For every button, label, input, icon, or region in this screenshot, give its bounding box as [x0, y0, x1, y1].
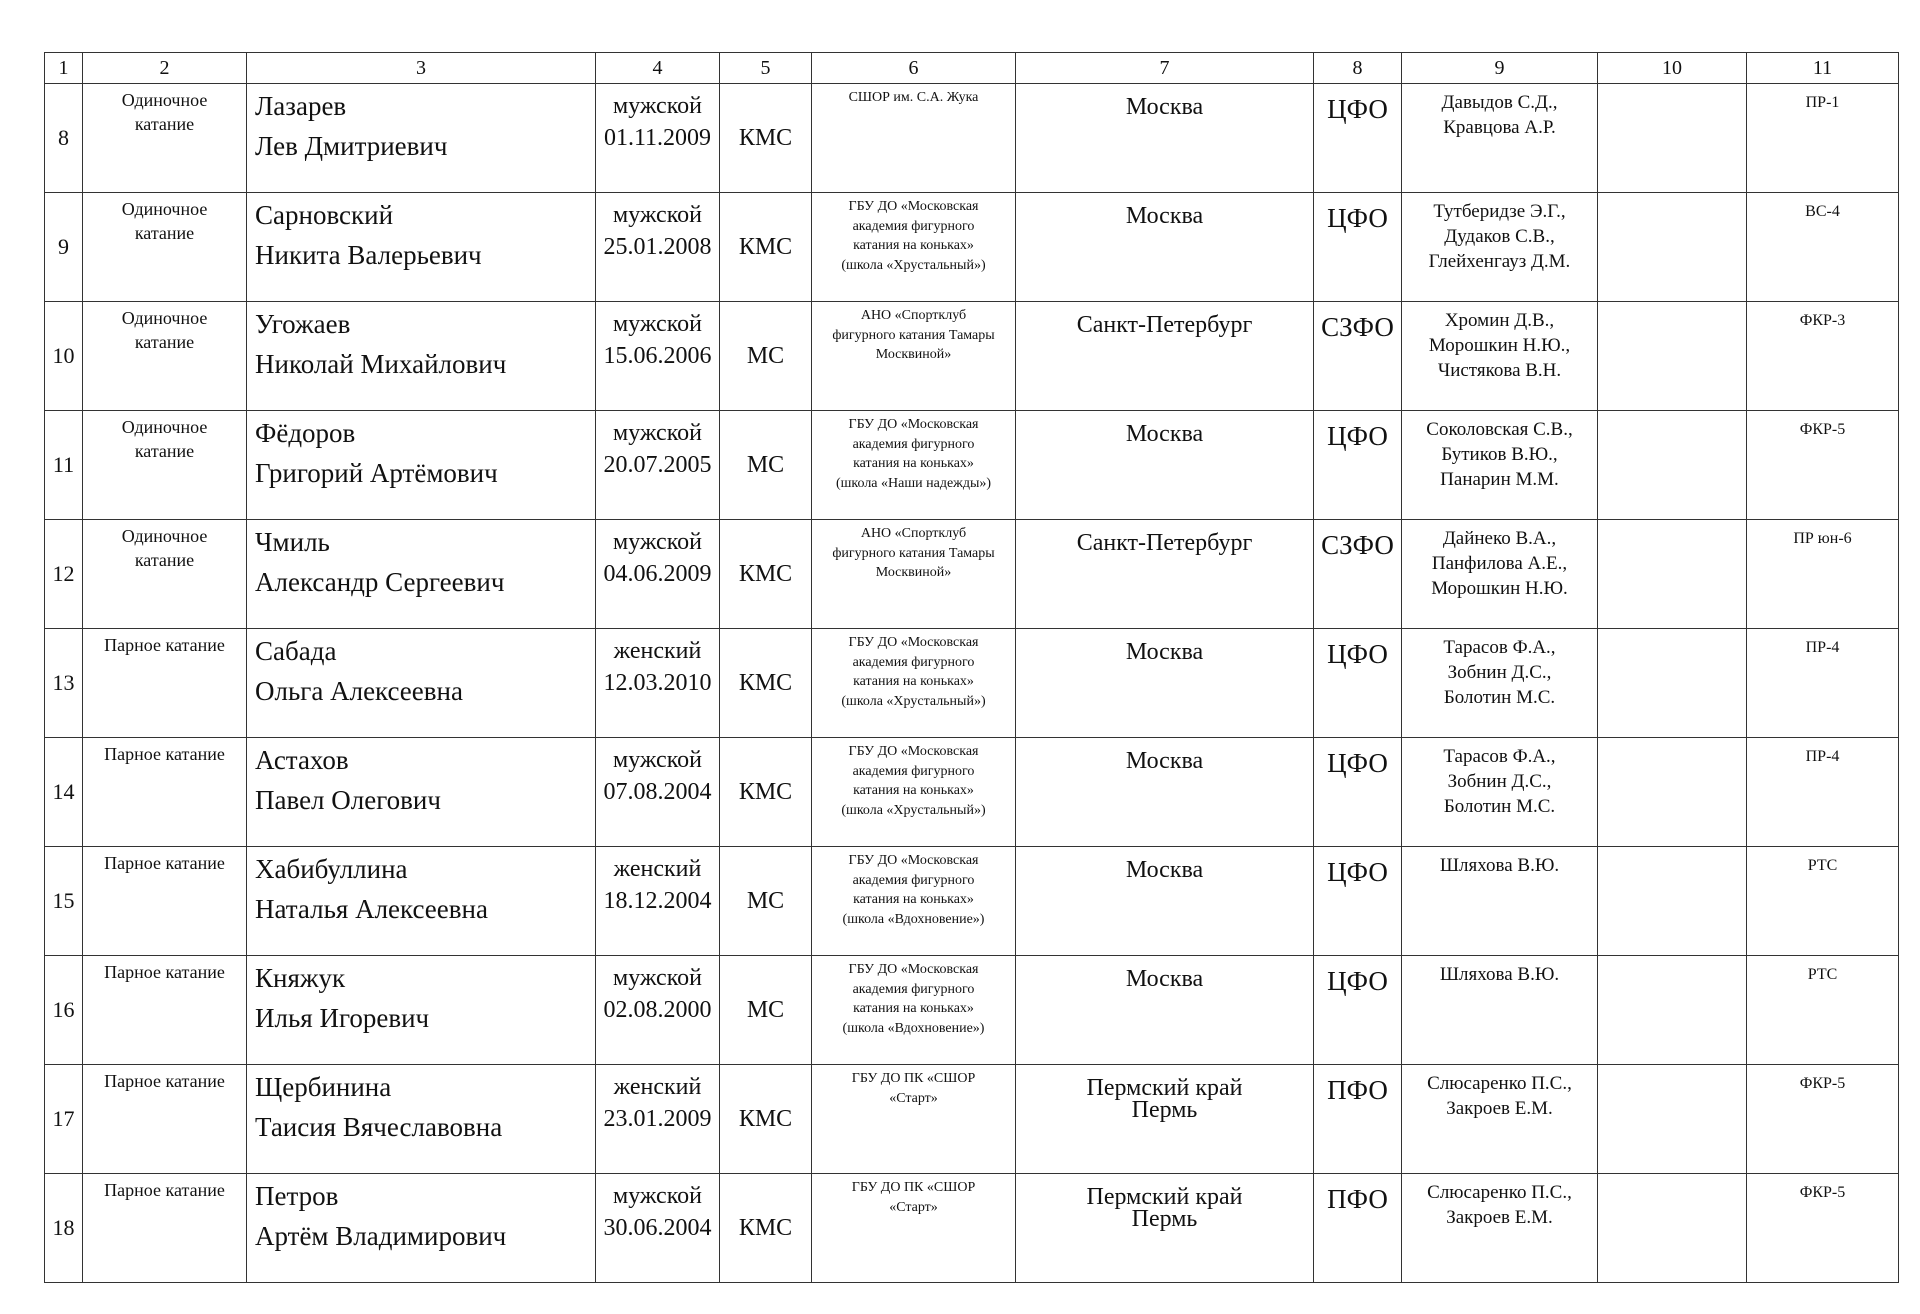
discipline-cell: [83, 1065, 247, 1174]
organization-line: академия фигурного: [852, 654, 975, 670]
discipline-cell: [83, 629, 247, 738]
athlete-sex: мужской: [613, 420, 702, 446]
coaches-cell: [1402, 847, 1598, 956]
athlete-surname: Фёдоров: [255, 418, 356, 448]
organization-cell: [812, 738, 1016, 847]
region-line: Москва: [1125, 94, 1204, 120]
discipline-cell: [83, 84, 247, 193]
sex-dob-cell: [596, 520, 720, 629]
athlete-sex: женский: [613, 1074, 702, 1100]
sex-dob-cell: [596, 302, 720, 411]
sex-dob-cell: [596, 1065, 720, 1174]
sport-rank: МС: [720, 847, 812, 956]
region-line: Санкт-Петербург: [1076, 530, 1253, 556]
region-line: Москва: [1125, 421, 1204, 447]
discipline-line: Парное катание: [104, 962, 225, 982]
athlete-name-cell: [247, 1174, 596, 1283]
discipline-line: Одиночное: [121, 90, 208, 110]
discipline-line: катание: [134, 550, 195, 570]
athlete-given-names: Таисия Вячеславовна: [255, 1112, 503, 1142]
header-col-8: 8: [1314, 53, 1402, 84]
organization-cell: [812, 411, 1016, 520]
organization-line: катания на коньках»: [853, 674, 974, 689]
region-cell: [1016, 193, 1314, 302]
sport-rank: КМС: [720, 1174, 812, 1283]
athlete-sex: женский: [613, 856, 702, 882]
coach-name: Кравцова А.Р.: [1443, 117, 1556, 138]
athlete-given-names: Павел Олегович: [255, 785, 441, 815]
coach-name: Слюсаренко П.С.,: [1427, 1073, 1572, 1094]
athlete-name-cell: [247, 520, 596, 629]
sport-rank: КМС: [720, 520, 812, 629]
region-line: Москва: [1125, 639, 1204, 665]
sport-rank: КМС: [720, 193, 812, 302]
table-row: [45, 1065, 1899, 1174]
organization-line: СШОР им. С.А. Жука: [848, 90, 979, 105]
coaches-cell: [1402, 738, 1598, 847]
region-cell: [1016, 956, 1314, 1065]
header-col-6: 6: [812, 53, 1016, 84]
coaches-cell: [1402, 302, 1598, 411]
coaches-cell: [1402, 520, 1598, 629]
region-line: Москва: [1125, 966, 1204, 992]
category-cell: ФКР-3: [1747, 302, 1899, 411]
row-number: 17: [45, 1065, 83, 1174]
discipline-cell: [83, 520, 247, 629]
region-line: Пермский край: [1086, 1075, 1243, 1101]
category-cell: ПР юн-6: [1747, 520, 1899, 629]
row-number: 10: [45, 302, 83, 411]
coaches-cell: [1402, 956, 1598, 1065]
organization-line: (школа «Хрустальный»): [841, 257, 986, 273]
organization-line: ГБУ ДО «Московская: [848, 853, 979, 868]
discipline-cell: [83, 847, 247, 956]
sex-dob-cell: [596, 84, 720, 193]
organization-line: ГБУ ДО «Московская: [848, 417, 979, 432]
athlete-birth-date: 18.12.2004: [603, 888, 712, 914]
table-row: [45, 629, 1899, 738]
sport-rank: МС: [720, 411, 812, 520]
table-row: [45, 956, 1899, 1065]
athlete-birth-date: 04.06.2009: [603, 561, 712, 587]
discipline-line: Одиночное: [121, 417, 208, 437]
athlete-given-names: Лев Дмитриевич: [255, 131, 448, 161]
sport-rank: КМС: [720, 1065, 812, 1174]
sex-dob-cell: [596, 411, 720, 520]
athlete-surname: Астахов: [255, 745, 349, 775]
discipline-line: Одиночное: [121, 199, 208, 219]
athlete-surname: Сабада: [255, 636, 337, 666]
header-col-9: 9: [1402, 53, 1598, 84]
sex-dob-cell: [596, 629, 720, 738]
organization-cell: [812, 1174, 1016, 1283]
athlete-birth-date: 30.06.2004: [603, 1215, 712, 1241]
athlete-surname: Щербинина: [255, 1072, 392, 1102]
sex-dob-cell: [596, 847, 720, 956]
discipline-cell: [83, 193, 247, 302]
organization-line: академия фигурного: [852, 218, 975, 234]
region-line: Москва: [1125, 203, 1204, 229]
athlete-sex: мужской: [613, 93, 702, 119]
sport-rank: КМС: [720, 84, 812, 193]
category-cell: ФКР-5: [1747, 1065, 1899, 1174]
discipline-line: катание: [134, 441, 195, 461]
federal-district: ПФО: [1314, 1174, 1402, 1283]
coaches-cell: [1402, 84, 1598, 193]
discipline-line: Парное катание: [104, 1180, 225, 1200]
organization-cell: [812, 629, 1016, 738]
region-line: Пермь: [1131, 1097, 1198, 1123]
header-col-7: 7: [1016, 53, 1314, 84]
header-col-11: 11: [1747, 53, 1899, 84]
coach-name: Закроев Е.М.: [1446, 1207, 1553, 1228]
athletes-table: [44, 52, 1899, 1283]
athlete-surname: Угожаев: [255, 309, 351, 339]
region-cell: [1016, 629, 1314, 738]
organization-cell: [812, 847, 1016, 956]
coach-name: Панарин М.М.: [1440, 469, 1559, 490]
table-row: [45, 520, 1899, 629]
coach-name: Болотин М.С.: [1443, 796, 1556, 817]
athlete-name-cell: [247, 411, 596, 520]
athlete-given-names: Григорий Артёмович: [255, 458, 498, 488]
coach-name: Панфилова А.Е.,: [1431, 553, 1568, 574]
organization-cell: [812, 193, 1016, 302]
discipline-line: Одиночное: [121, 308, 208, 328]
column-10-cell: [1598, 738, 1747, 847]
athlete-birth-date: 01.11.2009: [603, 125, 712, 151]
athlete-surname: Хабибуллина: [255, 854, 408, 884]
athlete-name-cell: [247, 84, 596, 193]
column-10-cell: [1598, 411, 1747, 520]
organization-cell: [812, 520, 1016, 629]
coaches-cell: [1402, 411, 1598, 520]
category-cell: РТС: [1747, 956, 1899, 1065]
athlete-birth-date: 15.06.2006: [603, 343, 712, 369]
coaches-cell: [1402, 629, 1598, 738]
category-cell: ПР-4: [1747, 629, 1899, 738]
row-number: 15: [45, 847, 83, 956]
athlete-name-cell: [247, 738, 596, 847]
athlete-sex: женский: [613, 638, 702, 664]
athlete-sex: мужской: [613, 747, 702, 773]
organization-line: Москвиной»: [875, 565, 952, 580]
organization-cell: [812, 1065, 1016, 1174]
coach-name: Морошкин Н.Ю.,: [1428, 335, 1571, 356]
organization-line: «Старт»: [889, 1199, 938, 1215]
row-number: 11: [45, 411, 83, 520]
coach-name: Бутиков В.Ю.,: [1441, 444, 1558, 465]
region-cell: [1016, 302, 1314, 411]
table-row: [45, 738, 1899, 847]
federal-district: ЦФО: [1314, 956, 1402, 1065]
discipline-cell: [83, 411, 247, 520]
category-cell: ПР-4: [1747, 738, 1899, 847]
athlete-birth-date: 12.03.2010: [603, 670, 712, 696]
region-cell: [1016, 847, 1314, 956]
organization-line: ГБУ ДО «Московская: [848, 199, 979, 214]
discipline-cell: [83, 956, 247, 1065]
athlete-sex: мужской: [613, 311, 702, 337]
athlete-sex: мужской: [613, 965, 702, 991]
athlete-surname: Чмиль: [255, 527, 330, 557]
athlete-birth-date: 20.07.2005: [603, 452, 712, 478]
organization-line: катания на коньках»: [853, 1001, 974, 1016]
discipline-line: Парное катание: [104, 744, 225, 764]
header-col-4: 4: [596, 53, 720, 84]
header-col-5: 5: [720, 53, 812, 84]
organization-line: катания на коньках»: [853, 783, 974, 798]
coach-name: Закроев Е.М.: [1446, 1098, 1553, 1119]
organization-line: ГБУ ДО ПК «СШОР: [851, 1071, 976, 1086]
column-10-cell: [1598, 520, 1747, 629]
organization-line: академия фигурного: [852, 981, 975, 997]
organization-line: ГБУ ДО «Московская: [848, 744, 979, 759]
category-cell: ФКР-5: [1747, 411, 1899, 520]
federal-district: ЦФО: [1314, 629, 1402, 738]
row-number: 16: [45, 956, 83, 1065]
region-line: Пермь: [1131, 1206, 1198, 1232]
discipline-line: катание: [134, 332, 195, 352]
category-cell: ФКР-5: [1747, 1174, 1899, 1283]
coaches-cell: [1402, 1174, 1598, 1283]
organization-line: катания на коньках»: [853, 456, 974, 471]
discipline-line: катание: [134, 114, 195, 134]
coaches-cell: [1402, 193, 1598, 302]
coach-name: Шляхова В.Ю.: [1439, 855, 1560, 876]
athlete-name-cell: [247, 629, 596, 738]
athlete-given-names: Ольга Алексеевна: [255, 676, 463, 706]
athlete-name-cell: [247, 956, 596, 1065]
organization-line: ГБУ ДО «Московская: [848, 635, 979, 650]
coach-name: Хромин Д.В.,: [1444, 310, 1555, 331]
athlete-name-cell: [247, 193, 596, 302]
organization-line: АНО «Спортклуб: [860, 308, 967, 323]
table-row: [45, 193, 1899, 302]
row-number: 8: [45, 84, 83, 193]
organization-line: академия фигурного: [852, 436, 975, 452]
column-10-cell: [1598, 302, 1747, 411]
athlete-name-cell: [247, 847, 596, 956]
coaches-cell: [1402, 1065, 1598, 1174]
organization-cell: [812, 84, 1016, 193]
organization-line: (школа «Хрустальный»): [841, 693, 986, 709]
row-number: 9: [45, 193, 83, 302]
athlete-given-names: Артём Владимирович: [255, 1221, 507, 1251]
organization-line: (школа «Наши надежды»): [835, 475, 992, 491]
athlete-birth-date: 07.08.2004: [603, 779, 712, 805]
athlete-birth-date: 25.01.2008: [603, 234, 712, 260]
sex-dob-cell: [596, 738, 720, 847]
organization-line: «Старт»: [889, 1090, 938, 1106]
athlete-sex: мужской: [613, 202, 702, 228]
region-cell: [1016, 1174, 1314, 1283]
region-line: Пермский край: [1086, 1184, 1243, 1210]
coach-name: Зобнин Д.С.,: [1447, 771, 1552, 792]
organization-line: Москвиной»: [875, 347, 952, 362]
column-10-cell: [1598, 84, 1747, 193]
coach-name: Соколовская С.В.,: [1426, 419, 1573, 440]
table-row: [45, 84, 1899, 193]
row-number: 13: [45, 629, 83, 738]
region-cell: [1016, 1065, 1314, 1174]
sex-dob-cell: [596, 193, 720, 302]
sport-rank: КМС: [720, 629, 812, 738]
coach-name: Глейхенгауз Д.М.: [1428, 251, 1571, 272]
category-cell: ВС-4: [1747, 193, 1899, 302]
federal-district: ПФО: [1314, 1065, 1402, 1174]
organization-line: ГБУ ДО ПК «СШОР: [851, 1180, 976, 1195]
row-number: 18: [45, 1174, 83, 1283]
column-10-cell: [1598, 956, 1747, 1065]
organization-line: катания на коньках»: [853, 238, 974, 253]
discipline-line: Парное катание: [104, 853, 225, 873]
coach-name: Зобнин Д.С.,: [1447, 662, 1552, 683]
organization-line: фигурного катания Тамары: [832, 327, 995, 343]
discipline-line: катание: [134, 223, 195, 243]
organization-line: (школа «Хрустальный»): [841, 802, 986, 818]
athlete-birth-date: 23.01.2009: [603, 1106, 712, 1132]
discipline-cell: [83, 738, 247, 847]
region-line: Москва: [1125, 748, 1204, 774]
header-col-10: 10: [1598, 53, 1747, 84]
table-row: [45, 302, 1899, 411]
federal-district: ЦФО: [1314, 738, 1402, 847]
table-row: [45, 847, 1899, 956]
athlete-given-names: Наталья Алексеевна: [255, 894, 488, 924]
organization-line: катания на коньках»: [853, 892, 974, 907]
column-10-cell: [1598, 193, 1747, 302]
organization-line: ГБУ ДО «Московская: [848, 962, 979, 977]
sport-rank: МС: [720, 302, 812, 411]
category-cell: ПР-1: [1747, 84, 1899, 193]
coach-name: Дудаков С.В.,: [1444, 226, 1555, 247]
category-cell: РТС: [1747, 847, 1899, 956]
discipline-line: Парное катание: [104, 635, 225, 655]
organization-line: фигурного катания Тамары: [832, 545, 995, 561]
region-cell: [1016, 520, 1314, 629]
header-col-3: 3: [247, 53, 596, 84]
organization-cell: [812, 302, 1016, 411]
coach-name: Слюсаренко П.С.,: [1427, 1182, 1572, 1203]
coach-name: Тарасов Ф.А.,: [1443, 637, 1556, 658]
federal-district: ЦФО: [1314, 411, 1402, 520]
federal-district: ЦФО: [1314, 193, 1402, 302]
athlete-sex: мужской: [613, 529, 702, 555]
discipline-line: Парное катание: [104, 1071, 225, 1091]
coach-name: Дайнеко В.А.,: [1442, 528, 1557, 549]
region-cell: [1016, 84, 1314, 193]
row-number: 14: [45, 738, 83, 847]
sport-rank: МС: [720, 956, 812, 1065]
column-number-header: [45, 53, 1899, 84]
organization-line: академия фигурного: [852, 872, 975, 888]
athlete-given-names: Никита Валерьевич: [255, 240, 482, 270]
athlete-given-names: Илья Игоревич: [255, 1003, 430, 1033]
coach-name: Шляхова В.Ю.: [1439, 964, 1560, 985]
header-col-1: 1: [45, 53, 83, 84]
document-sheet: [44, 52, 1898, 1283]
sex-dob-cell: [596, 956, 720, 1065]
sex-dob-cell: [596, 1174, 720, 1283]
region-line: Санкт-Петербург: [1076, 312, 1253, 338]
discipline-line: Одиночное: [121, 526, 208, 546]
table-row: [45, 1174, 1899, 1283]
athlete-given-names: Александр Сергеевич: [255, 567, 505, 597]
table-row: [45, 411, 1899, 520]
region-cell: [1016, 411, 1314, 520]
coach-name: Болотин М.С.: [1443, 687, 1556, 708]
coach-name: Морошкин Н.Ю.: [1431, 578, 1568, 599]
column-10-cell: [1598, 629, 1747, 738]
column-10-cell: [1598, 1065, 1747, 1174]
federal-district: ЦФО: [1314, 847, 1402, 956]
athlete-surname: Лазарев: [255, 91, 347, 121]
sport-rank: КМС: [720, 738, 812, 847]
athlete-birth-date: 02.08.2000: [603, 997, 712, 1023]
federal-district: СЗФО: [1314, 520, 1402, 629]
table-body: [45, 84, 1899, 1283]
organization-cell: [812, 956, 1016, 1065]
athlete-sex: мужской: [613, 1183, 702, 1209]
coach-name: Тутберидзе Э.Г.,: [1433, 201, 1566, 222]
athlete-surname: Сарновский: [255, 200, 394, 230]
athlete-surname: Княжук: [255, 963, 346, 993]
column-10-cell: [1598, 847, 1747, 956]
coach-name: Тарасов Ф.А.,: [1443, 746, 1556, 767]
organization-line: АНО «Спортклуб: [860, 526, 967, 541]
discipline-cell: [83, 1174, 247, 1283]
discipline-cell: [83, 302, 247, 411]
region-cell: [1016, 738, 1314, 847]
federal-district: ЦФО: [1314, 84, 1402, 193]
column-10-cell: [1598, 1174, 1747, 1283]
athlete-surname: Петров: [255, 1181, 339, 1211]
federal-district: СЗФО: [1314, 302, 1402, 411]
organization-line: академия фигурного: [852, 763, 975, 779]
region-line: Москва: [1125, 857, 1204, 883]
row-number: 12: [45, 520, 83, 629]
coach-name: Чистякова В.Н.: [1437, 360, 1562, 381]
coach-name: Давыдов С.Д.,: [1441, 92, 1558, 113]
athlete-name-cell: [247, 302, 596, 411]
header-col-2: 2: [83, 53, 247, 84]
athlete-given-names: Николай Михайлович: [255, 349, 507, 379]
organization-line: (школа «Вдохновение»): [842, 1020, 985, 1036]
athlete-name-cell: [247, 1065, 596, 1174]
organization-line: (школа «Вдохновение»): [842, 911, 985, 927]
